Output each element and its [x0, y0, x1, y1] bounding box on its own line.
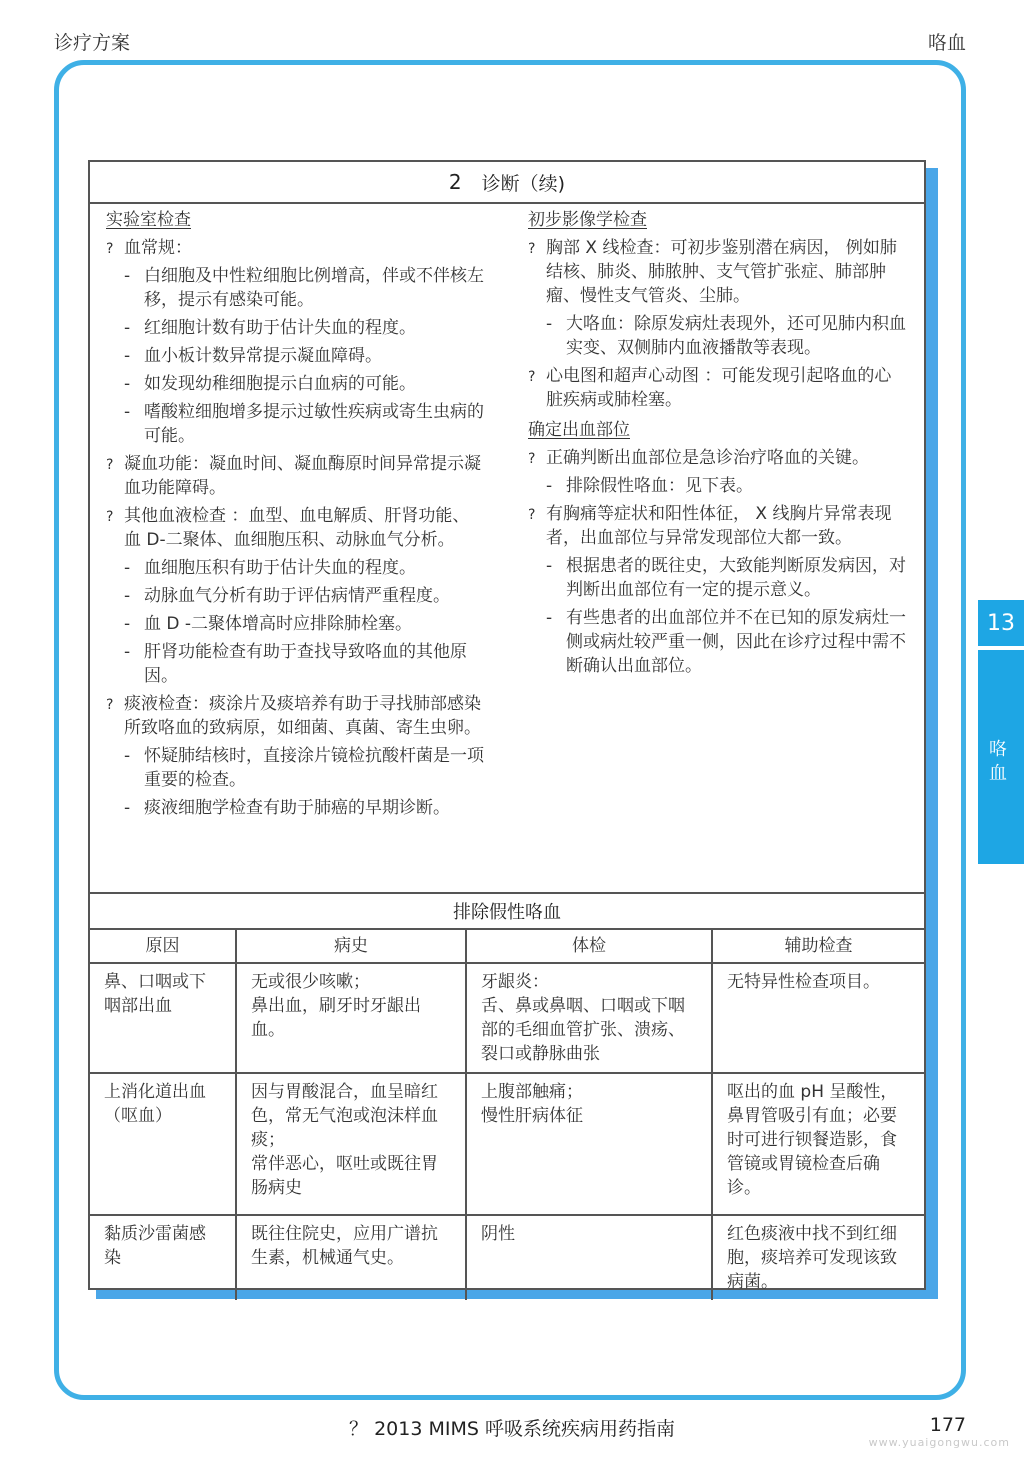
list-item	[528, 364, 908, 412]
dash-bullet: -	[546, 476, 553, 496]
question-bullet: ?	[106, 241, 114, 257]
imaging-heading: 初步影像学检查	[528, 210, 647, 230]
bleeding-site-heading: 确定出血部位	[528, 420, 630, 440]
dash-bullet: -	[124, 746, 131, 766]
sub-list-item	[106, 640, 486, 688]
dash-bullet: -	[546, 314, 553, 334]
table-cell-aux	[712, 963, 924, 1073]
list-item-text: 凝血功能：凝血时间、凝血酶原时间异常提示凝血功能障碍。	[124, 454, 481, 498]
list-item-text: 嗜酸粒细胞增多提示过敏性疾病或寄生虫病的可能。	[144, 402, 484, 446]
diagnosis-panel	[88, 160, 926, 1290]
sub-list-item	[106, 584, 486, 608]
cell-text: 黏质沙雷菌感染	[104, 1224, 206, 1268]
list-item-text: 动脉血气分析有助于评估病情严重程度。	[144, 586, 450, 606]
column-header-exam: 体检	[466, 930, 712, 963]
dash-bullet: -	[124, 558, 131, 578]
sub-list-item	[106, 744, 486, 792]
section-title	[90, 162, 924, 204]
cell-text: 慢性肝病体征	[481, 1106, 583, 1126]
list-item-text: 血常规：	[124, 238, 192, 258]
dash-bullet: -	[124, 266, 131, 286]
question-bullet: ?	[528, 241, 536, 257]
question-bullet: ?	[106, 457, 114, 473]
list-item-text: 排除假性咯血：见下表。	[566, 476, 753, 496]
lab-tests-list	[106, 236, 486, 820]
dash-bullet: -	[546, 608, 553, 628]
dash-bullet: -	[124, 614, 131, 634]
dash-bullet: -	[124, 642, 131, 662]
list-item-text: 正确判断出血部位是急诊治疗咯血的关键。	[546, 448, 869, 468]
list-item	[106, 452, 486, 500]
chapter-tab-number[interactable]: 13	[978, 600, 1024, 646]
table-cell-exam	[466, 1215, 712, 1300]
cell-text: 阴性	[481, 1224, 515, 1244]
list-item	[528, 236, 908, 308]
dash-bullet: -	[124, 346, 131, 366]
column-header-cause: 原因	[90, 930, 236, 963]
sub-list-item	[528, 606, 908, 678]
list-item-text: 血细胞压积有助于估计失血的程度。	[144, 558, 416, 578]
dash-bullet: -	[124, 798, 131, 818]
dash-bullet: -	[124, 586, 131, 606]
list-item-text: 大咯血：除原发病灶表现外，还可见肺内积血实变、双侧肺内血液播散等表现。	[566, 314, 906, 358]
table-row	[90, 1215, 924, 1300]
list-item	[106, 692, 486, 740]
dash-bullet: -	[124, 402, 131, 422]
cell-text: 无特异性检查项目。	[727, 972, 880, 992]
list-item-text: 胸部 X 线检查：可初步鉴别潜在病因， 例如肺结核、肺炎、肺脓肿、支气管扩张症、肺部肿瘤、慢性支气管炎、尘肺。	[546, 238, 897, 306]
table-row	[90, 1073, 924, 1215]
list-item-text: 怀疑肺结核时，直接涂片镜检抗酸杆菌是一项重要的检查。	[144, 746, 484, 790]
sub-list-item	[106, 556, 486, 580]
question-bullet: ?	[106, 509, 114, 525]
cell-text: 舌、鼻或鼻咽、口咽或下咽部的毛细血管扩张、溃疡、裂口或静脉曲张	[481, 996, 685, 1064]
table-header-row	[90, 930, 924, 963]
cell-text: 鼻、口咽或下咽部出血	[104, 972, 206, 1016]
imaging-column	[528, 208, 908, 678]
table-cell-history	[236, 1073, 466, 1215]
sub-list-item	[106, 264, 486, 312]
list-item-text: 痰液细胞学检查有助于肺癌的早期诊断。	[144, 798, 450, 818]
cell-text: 因与胃酸混合，血呈暗红色，常无气泡或泡沫样血痰；	[251, 1082, 438, 1150]
table-cell-exam	[466, 1073, 712, 1215]
question-bullet: ?	[528, 507, 536, 523]
table-cell-aux	[712, 1073, 924, 1215]
cell-text: 牙龈炎：	[481, 972, 549, 992]
bleeding-site-list	[528, 446, 908, 678]
sub-list-item	[106, 316, 486, 340]
list-item-text: 心电图和超声心动图 ：可能发现引起咯血的心脏疾病或肺栓塞。	[546, 366, 892, 410]
sub-list-item	[106, 796, 486, 820]
footer-title: ？ 2013 MIMS 呼吸系统疾病用药指南	[349, 1418, 675, 1440]
list-item-text: 根据患者的既往史，大致能判断原发病因，对判断出血部位有一定的提示意义。	[566, 556, 906, 600]
lab-tests-heading: 实验室检查	[106, 210, 191, 230]
list-item-text: 白细胞及中性粒细胞比例增高，伴或不伴核左移，提示有感染可能。	[144, 266, 484, 310]
cell-text: 常伴恶心，呕吐或既往胃肠病史	[251, 1154, 438, 1198]
sub-list-item	[106, 372, 486, 396]
cell-text: 呕出的血 pH 呈酸性，鼻胃管吸引有血；必要时可进行钡餐造影，食管镜或胃镜检查后确诊。	[727, 1082, 898, 1198]
column-header-history: 病史	[236, 930, 466, 963]
imaging-list	[528, 236, 908, 412]
page-number: 177	[929, 1414, 966, 1436]
column-header-aux: 辅助检查	[712, 930, 924, 963]
list-item-text: 血 D -二聚体增高时应排除肺栓塞。	[144, 614, 413, 634]
list-item	[528, 446, 908, 470]
question-bullet: ?	[106, 697, 114, 713]
cell-text: 红色痰液中找不到红细胞，痰培养可发现该致病菌。	[727, 1224, 897, 1292]
list-item	[106, 504, 486, 552]
table-cell-cause	[90, 1073, 236, 1215]
sub-list-item	[528, 312, 908, 360]
list-item-text: 其他血液检查 ：血型、血电解质、肝肾功能、血 D-二聚体、血细胞压积、动脉血气分析。	[124, 506, 470, 550]
sub-list-item	[528, 554, 908, 602]
cell-text: 既往住院史，应用广谱抗生素，机械通气史。	[251, 1224, 438, 1268]
list-item-text: 有些患者的出血部位并不在已知的原发病灶一侧或病灶较严重一侧，因此在诊疗过程中需不断确认出血部位。	[566, 608, 906, 676]
table-cell-cause	[90, 1215, 236, 1300]
sub-list-item	[528, 474, 908, 498]
table-cell-history	[236, 1215, 466, 1300]
lab-tests-column	[106, 208, 486, 820]
cell-text: 无或很少咳嗽；	[251, 972, 370, 992]
sub-list-item	[106, 344, 486, 368]
question-bullet: ?	[528, 451, 536, 467]
table-cell-exam	[466, 963, 712, 1073]
section-title-text: 诊断（续)	[481, 172, 566, 195]
list-item-text: 红细胞计数有助于估计失血的程度。	[144, 318, 416, 338]
cell-text: 上腹部触痛；	[481, 1082, 583, 1102]
dash-bullet: -	[124, 318, 131, 338]
table-cell-history	[236, 963, 466, 1073]
sub-list-item	[106, 612, 486, 636]
dash-bullet: -	[124, 374, 131, 394]
chapter-tab-label[interactable]	[978, 650, 1024, 864]
header-topic: 咯血	[927, 32, 966, 54]
exclusion-table	[90, 930, 924, 1300]
table-cell-cause	[90, 963, 236, 1073]
question-bullet: ?	[528, 369, 536, 385]
sub-list-item	[106, 400, 486, 448]
list-item	[106, 236, 486, 260]
exclusion-table-title: 排除假性咯血	[90, 892, 924, 930]
table-row	[90, 963, 924, 1073]
dash-bullet: -	[546, 556, 553, 576]
list-item	[528, 502, 908, 550]
header-category: 诊疗方案	[54, 32, 131, 54]
cell-text: 上消化道出血（呕血）	[104, 1082, 206, 1126]
list-item-text: 痰液检查：痰涂片及痰培养有助于寻找肺部感染所致咯血的致病原，如细菌、真菌、寄生虫卵。	[124, 694, 481, 738]
list-item-text: 血小板计数异常提示凝血障碍。	[144, 346, 382, 366]
list-item-text: 如发现幼稚细胞提示白血病的可能。	[144, 374, 416, 394]
cell-text: 鼻出血，刷牙时牙龈出血。	[251, 996, 421, 1040]
watermark: www.yuaigongwu.com	[868, 1436, 1010, 1449]
section-number: 2	[448, 170, 462, 194]
table-cell-aux	[712, 1215, 924, 1300]
list-item-text: 肝肾功能检查有助于查找导致咯血的其他原因。	[144, 642, 467, 686]
chapter-tab-text: 咯血	[989, 739, 1007, 784]
list-item-text: 有胸痛等症状和阳性体征， X 线胸片异常表现者，出血部位与异常发现部位大都一致。	[546, 504, 892, 548]
